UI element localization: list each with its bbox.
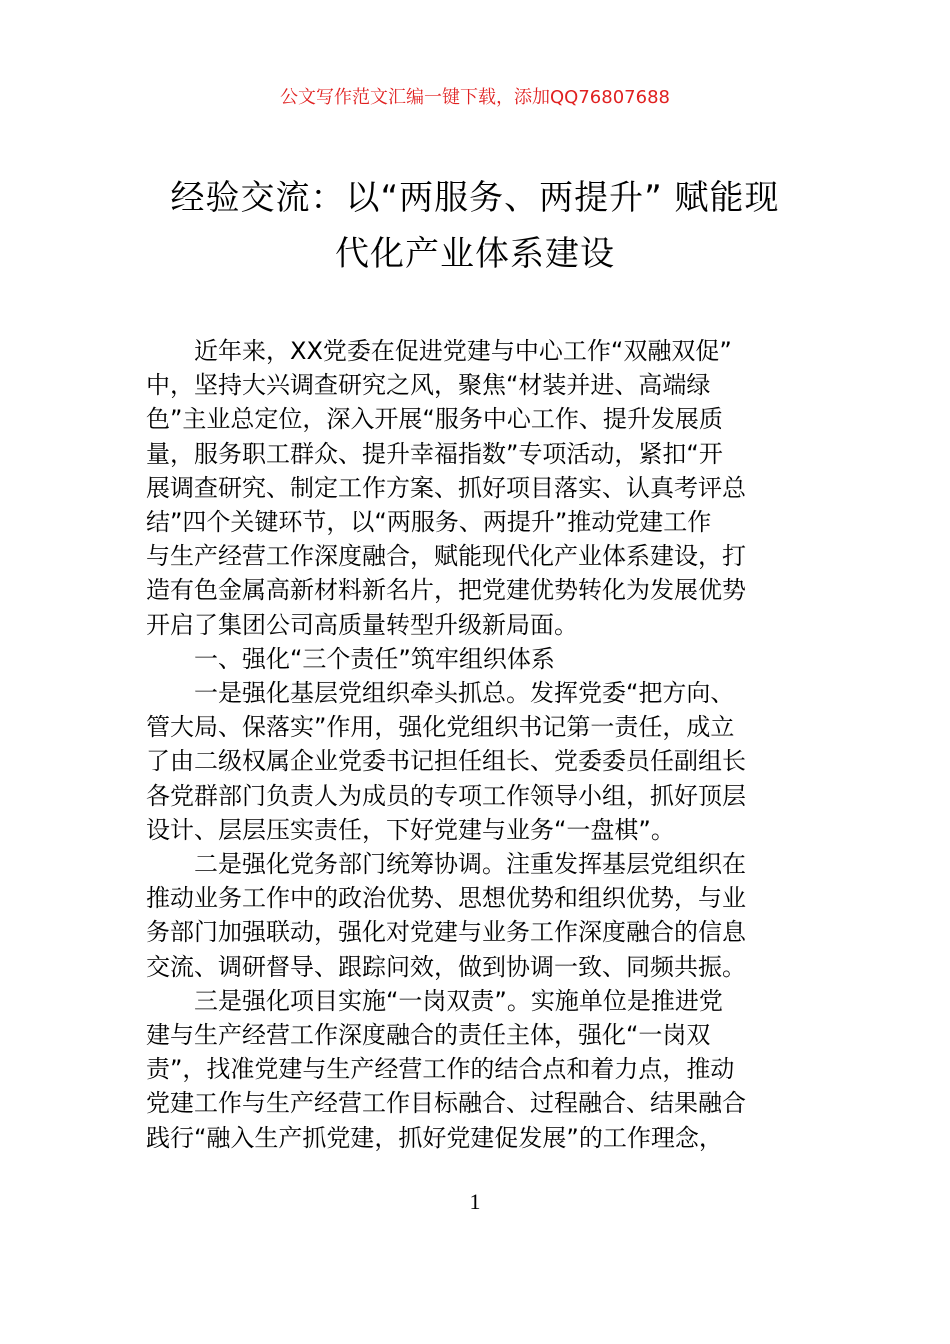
document-body <box>146 334 806 1155</box>
text-line: 二是强化党务部门统筹协调。注重发挥基层党组织在 <box>146 850 746 879</box>
text-line: 开启了集团公司高质量转型升级新局面。 <box>146 610 578 639</box>
text-line: 结”四个关键环节，以“两服务、两提升”推动党建工作 <box>146 508 712 537</box>
text-line: 践行“融入生产抓党建，抓好党建促发展”的工作理念， <box>146 1123 723 1152</box>
text-line: 色”主业总定位，深入开展“服务中心工作、提升发展质 <box>146 405 723 434</box>
text-line: 设计、层层压实责任，下好党建与业务“一盘棋”。 <box>146 815 675 844</box>
text-line: 推动业务工作中的政治优势、思想优势和组织优势，与业 <box>146 884 746 913</box>
text-line: 展调查研究、制定工作方案、抓好项目落实、认真考评总 <box>146 473 746 502</box>
text-line: 了由二级权属企业党委书记担任组长、党委委员任副组长 <box>146 747 746 776</box>
title-line-2: 代化产业体系建设 <box>335 234 615 274</box>
text-line: 建与生产经营工作深度融合的责任主体，强化“一岗双 <box>146 1021 711 1050</box>
text-line: 各党群部门负责人为成员的专项工作领导小组，抓好顶层 <box>146 781 746 810</box>
text-line: 管大局、保落实”作用，强化党组织书记第一责任，成立 <box>146 713 735 742</box>
text-line: 务部门加强联动，强化对党建与业务工作深度融合的信息 <box>146 918 746 947</box>
text-line: 交流、调研督导、跟踪问效，做到协调一致、同频共振。 <box>146 952 746 981</box>
text-line: 与生产经营工作深度融合，赋能现代化产业体系建设，打 <box>146 542 746 571</box>
text-line: 中，坚持大兴调查研究之风，聚焦“材装并进、高端绿 <box>146 371 711 400</box>
text-line: 造有色金属高新材料新名片，把党建优势转化为发展优势 <box>146 576 746 605</box>
title-line-1: 经验交流：以“两服务、两提升” 赋能现 <box>170 178 780 218</box>
section-heading <box>146 642 806 676</box>
text-line: 党建工作与生产经营工作目标融合、过程融合、结果融合 <box>146 1089 746 1118</box>
text-line: 量，服务职工群众、提升幸福指数”专项活动，紧扣“开 <box>146 439 723 468</box>
page-number: 1 <box>469 1189 481 1214</box>
paragraph-point-2 <box>146 847 806 984</box>
promo-header-link[interactable]: 公文写作范文汇编一键下载，添加QQ76807688 <box>280 87 670 108</box>
text-line: 三是强化项目实施“一岗双责”。实施单位是推进党 <box>146 986 723 1015</box>
paragraph-point-3 <box>146 984 806 1155</box>
document-title <box>148 170 802 282</box>
text-line: 责”，找准党建与生产经营工作的结合点和着力点，推动 <box>146 1055 735 1084</box>
text-line: 近年来，XX党委在促进党建与中心工作“双融双促” <box>146 337 732 365</box>
paragraph-intro <box>146 334 806 642</box>
text-line: 一是强化基层党组织牵头抓总。发挥党委“把方向、 <box>146 679 735 708</box>
paragraph-point-1 <box>146 676 806 847</box>
text-line: 一、强化“三个责任”筑牢组织体系 <box>146 644 555 673</box>
